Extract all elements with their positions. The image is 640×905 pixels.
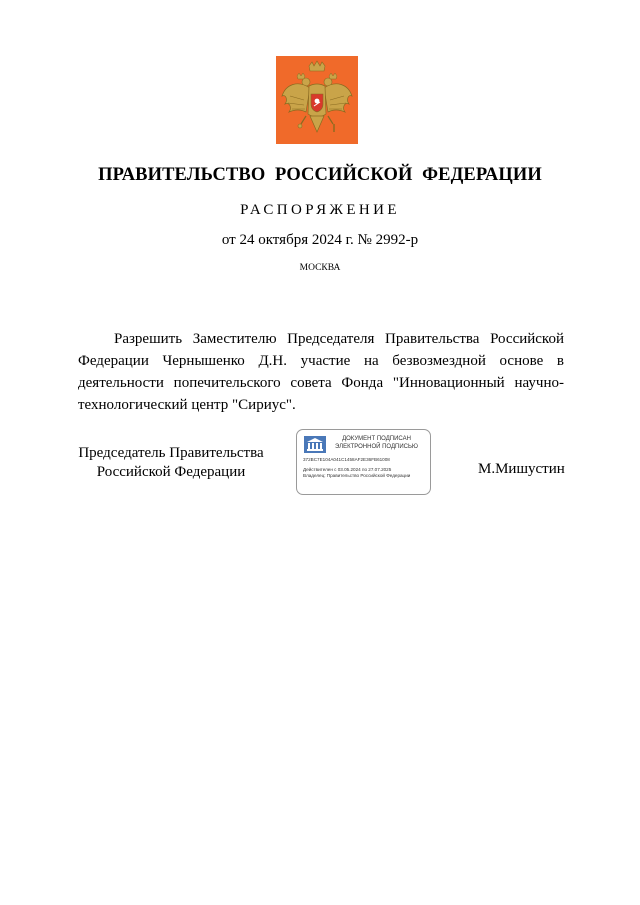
stamp-certificate: 372BC7E104A041C1458AF2E36FB61008 [303,457,390,462]
document-date-number: от 24 октября 2024 г. № 2992-р [221,232,419,248]
stamp-heading-line1: ДОКУМЕНТ ПОДПИСАН [342,436,411,442]
signer-position [72,444,270,482]
stamp-heading [327,436,426,451]
stamp-heading-line2: ЭЛЕКТРОННОЙ ПОДПИСЬЮ [335,443,418,450]
signer-position-line2: Российской Федерации [96,464,246,480]
signer-position-line1: Председатель Правительства [78,445,264,461]
electronic-signature-stamp [296,429,431,495]
document-city: МОСКВА [299,263,341,273]
signer-name: М.Мишустин [478,461,565,477]
stamp-owner: Владелец: Правительство Российской Федерации [303,473,411,478]
order-text: Разрешить Заместителю Председателя Правительства Российской Федерации Чернышенко Д.Н. участие на безвозмездной основе в деятельности попечительского совета Фонда "Инновационный научно-технологический центр "Сириус". [78,331,564,413]
coat-of-arms-icon [276,56,358,144]
government-building-icon [304,436,326,453]
government-title: ПРАВИТЕЛЬСТВО РОССИЙСКОЙ ФЕДЕРАЦИИ [98,165,542,185]
document-type: РАСПОРЯЖЕНИЕ [240,202,400,218]
stamp-validity: Действителен с 03.05.2024 по 27.07.2025 [303,467,392,472]
